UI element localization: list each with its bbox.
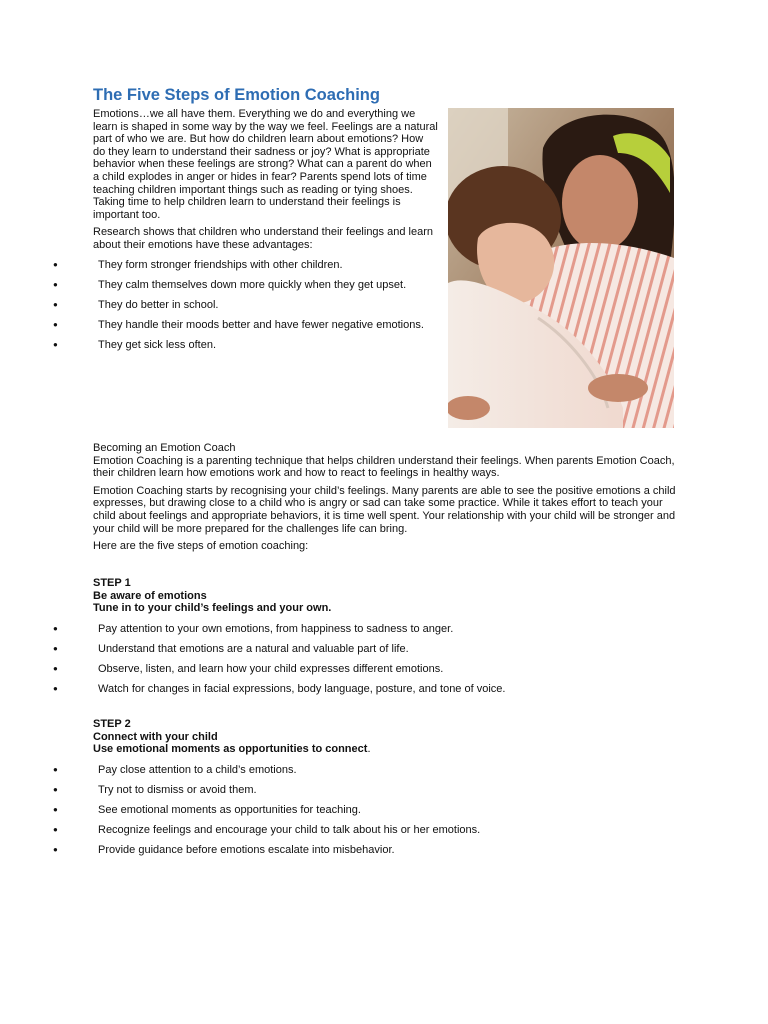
bullet-icon: ● (53, 339, 58, 349)
intro-paragraph: Emotions…we all have them. Everything we do and everything we learn is shaped in some way by the way we feel. Feelings are a natural part of who we are. But how do children learn about emotions? How do they learn to understand their sadness or joy? What is appropriate behavior when these feelings are strong? What can a parent do when a child explodes in anger or hides in fear? Parents spend lots of time teaching children important things such as reading or tying shoes. Taking time to help children learn to understand their feelings is important too. (93, 108, 438, 221)
advantages-list (53, 259, 433, 359)
bullet-icon: ● (53, 643, 58, 653)
step-tagline: Tune in to your child’s feelings and your own. (93, 602, 332, 615)
list-item: ● Recognize feelings and encourage your child to talk about his or her emotions. (53, 823, 481, 836)
bullet-icon: ● (53, 765, 58, 774)
step-name: Connect with your child (93, 730, 218, 743)
list-item: ● See emotional moments as opportunities for teaching. (53, 803, 361, 816)
bullet-icon: ● (53, 319, 58, 329)
emotion-coach-section (93, 442, 678, 558)
list-item: ● Observe, listen, and learn how your child expresses different emotions. (53, 662, 444, 675)
list-item: ● Provide guidance before emotions escalate into misbehavior. (53, 843, 395, 856)
bullet-icon: ● (53, 279, 58, 289)
list-item: ● They get sick less often. (53, 338, 216, 351)
list-item: ● They handle their moods better and have fewer negative emotions. (53, 318, 424, 331)
list-item: ● Watch for changes in facial expressions, body language, posture, and tone of voice. (53, 682, 506, 695)
step-2-list (53, 764, 673, 864)
step-1-heading (93, 577, 331, 615)
list-item: ● Understand that emotions are a natural and valuable part of life. (53, 642, 409, 655)
section-heading: Becoming an Emotion Coach (93, 442, 236, 454)
intro-paragraph: Research shows that children who understand their feelings and learn about their emotions have these advantages: (93, 226, 433, 251)
bullet-icon: ● (53, 260, 58, 269)
bullet-icon: ● (53, 784, 58, 794)
body-paragraph: Here are the five steps of emotion coaching: (93, 540, 309, 553)
list-item: ● Pay close attention to a child’s emotions. (53, 764, 297, 776)
step-tagline: Use emotional moments as opportunities to connect. (93, 743, 371, 756)
step-label: STEP 1 (93, 577, 131, 589)
list-item: ● They do better in school. (53, 298, 219, 311)
mother-child-photo (448, 108, 674, 428)
bullet-icon: ● (53, 683, 58, 693)
step-2-heading (93, 718, 371, 756)
bullet-icon: ● (53, 844, 58, 854)
bullet-icon: ● (53, 299, 58, 309)
body-paragraph: Emotion Coaching is a parenting technique that helps children understand their feelings. When parents Emotion Coach, their children learn how emotions work and how to react to feelings in healthy ways. (93, 454, 675, 480)
list-item: ● Pay attention to your own emotions, from happiness to sadness to anger. (53, 623, 454, 635)
bullet-icon: ● (53, 624, 58, 633)
bullet-icon: ● (53, 663, 58, 673)
step-name: Be aware of emotions (93, 589, 207, 602)
page-title: The Five Steps of Emotion Coaching (93, 86, 380, 104)
bullet-icon: ● (53, 804, 58, 814)
list-item: ● They form stronger friendships with other children. (53, 259, 343, 271)
bullet-icon: ● (53, 824, 58, 834)
intro-text (93, 108, 438, 257)
list-item: ● Try not to dismiss or avoid them. (53, 783, 257, 796)
step-1-list (53, 623, 673, 703)
body-paragraph: Emotion Coaching starts by recognising your child’s feelings. Many parents are able to see the positive emotions a child expresses, but drawing close to a child who is angry or sad can take some practice. While it takes effort to teach your child about feelings and appropriate behaviors, it is time well spent. Your relationship with your child will be stronger and your child will be more prepared for the challenges life can bring. (93, 484, 676, 535)
list-item: ● They calm themselves down more quickly when they get upset. (53, 278, 407, 291)
step-label: STEP 2 (93, 718, 131, 730)
